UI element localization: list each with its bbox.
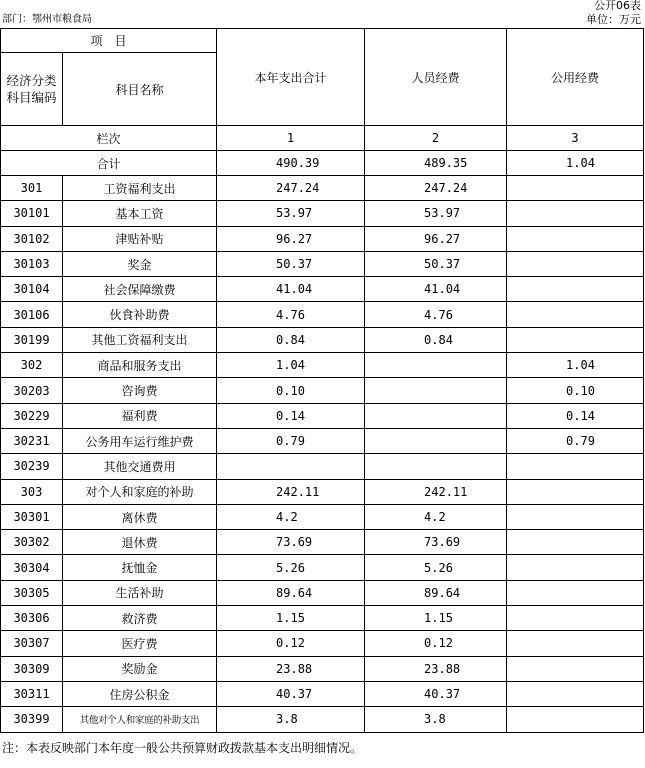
row-name: 奖金 bbox=[63, 251, 217, 276]
row-personnel: 5.26 bbox=[365, 555, 507, 580]
row-total: 96.27 bbox=[217, 226, 365, 251]
table-row bbox=[1, 555, 644, 580]
row-code: 30239 bbox=[1, 454, 63, 479]
table-row bbox=[1, 606, 644, 631]
row-personnel: 1.15 bbox=[365, 606, 507, 631]
col-index-2: 2 bbox=[365, 126, 507, 151]
total-row-label: 合计 bbox=[1, 151, 217, 176]
table-row bbox=[1, 504, 644, 529]
total-header: 本年支出合计 bbox=[217, 29, 365, 126]
row-total: 89.64 bbox=[217, 580, 365, 605]
row-personnel: 50.37 bbox=[365, 251, 507, 276]
row-personnel: 0.84 bbox=[365, 327, 507, 352]
row-code: 30306 bbox=[1, 606, 63, 631]
row-personnel: 242.11 bbox=[365, 479, 507, 504]
table-row bbox=[1, 428, 644, 453]
table-row bbox=[1, 707, 644, 732]
row-total: 0.14 bbox=[217, 403, 365, 428]
row-name: 咨询费 bbox=[63, 378, 217, 403]
row-public bbox=[507, 707, 644, 732]
table-row bbox=[1, 681, 644, 706]
col-index-3: 3 bbox=[507, 126, 644, 151]
table-row bbox=[1, 176, 644, 201]
row-personnel bbox=[365, 353, 507, 378]
row-code: 30304 bbox=[1, 555, 63, 580]
row-total: 53.97 bbox=[217, 201, 365, 226]
row-code: 30102 bbox=[1, 226, 63, 251]
row-personnel: 0.12 bbox=[365, 631, 507, 656]
row-code: 30309 bbox=[1, 656, 63, 681]
row-name: 公务用车运行维护费 bbox=[63, 428, 217, 453]
col-index-label: 栏次 bbox=[1, 126, 217, 151]
row-public bbox=[507, 176, 644, 201]
row-personnel: 3.8 bbox=[365, 707, 507, 732]
row-personnel: 53.97 bbox=[365, 201, 507, 226]
row-name: 住房公积金 bbox=[63, 681, 217, 706]
row-total: 41.04 bbox=[217, 277, 365, 302]
row-total: 40.37 bbox=[217, 681, 365, 706]
row-public bbox=[507, 631, 644, 656]
econ-code-header: 经济分类科目编码 bbox=[1, 53, 63, 126]
total-row-personnel: 489.35 bbox=[365, 151, 507, 176]
row-total: 1.15 bbox=[217, 606, 365, 631]
row-code: 30305 bbox=[1, 580, 63, 605]
row-total: 50.37 bbox=[217, 251, 365, 276]
row-name: 基本工资 bbox=[63, 201, 217, 226]
row-personnel: 73.69 bbox=[365, 530, 507, 555]
col-index-1: 1 bbox=[217, 126, 365, 151]
table-row bbox=[1, 251, 644, 276]
row-total: 0.84 bbox=[217, 327, 365, 352]
table-row bbox=[1, 353, 644, 378]
row-public bbox=[507, 454, 644, 479]
row-total: 0.12 bbox=[217, 631, 365, 656]
row-personnel: 40.37 bbox=[365, 681, 507, 706]
table-row bbox=[1, 530, 644, 555]
expenditure-table bbox=[0, 28, 644, 733]
table-row bbox=[1, 226, 644, 251]
row-personnel: 96.27 bbox=[365, 226, 507, 251]
row-name: 津贴补贴 bbox=[63, 226, 217, 251]
row-name: 医疗费 bbox=[63, 631, 217, 656]
row-total bbox=[217, 454, 365, 479]
row-code: 30199 bbox=[1, 327, 63, 352]
row-name: 离休费 bbox=[63, 504, 217, 529]
row-code: 30104 bbox=[1, 277, 63, 302]
table-row bbox=[1, 302, 644, 327]
row-public: 0.14 bbox=[507, 403, 644, 428]
row-name: 其他工资福利支出 bbox=[63, 327, 217, 352]
table-row bbox=[1, 454, 644, 479]
row-name: 抚恤金 bbox=[63, 555, 217, 580]
row-personnel bbox=[365, 454, 507, 479]
row-public bbox=[507, 327, 644, 352]
row-personnel bbox=[365, 428, 507, 453]
row-code: 30307 bbox=[1, 631, 63, 656]
row-code: 30103 bbox=[1, 251, 63, 276]
row-public bbox=[507, 251, 644, 276]
table-row bbox=[1, 631, 644, 656]
row-public bbox=[507, 681, 644, 706]
row-code: 30101 bbox=[1, 201, 63, 226]
row-personnel: 89.64 bbox=[365, 580, 507, 605]
department-label: 部门：鄂州市粮食局 bbox=[2, 14, 92, 25]
row-code: 30311 bbox=[1, 681, 63, 706]
row-name: 退休费 bbox=[63, 530, 217, 555]
row-code: 30301 bbox=[1, 504, 63, 529]
row-code: 30302 bbox=[1, 530, 63, 555]
row-total: 0.79 bbox=[217, 428, 365, 453]
row-public bbox=[507, 555, 644, 580]
table-row bbox=[1, 479, 644, 504]
row-total: 1.04 bbox=[217, 353, 365, 378]
row-name: 救济费 bbox=[63, 606, 217, 631]
row-code: 30231 bbox=[1, 428, 63, 453]
table-row bbox=[1, 327, 644, 352]
row-personnel: 41.04 bbox=[365, 277, 507, 302]
unit-label: 单位：万元 bbox=[586, 13, 641, 26]
row-name: 商品和服务支出 bbox=[63, 353, 217, 378]
subject-name-header: 科目名称 bbox=[63, 53, 217, 126]
row-personnel: 4.76 bbox=[365, 302, 507, 327]
item-group-header: 项 目 bbox=[1, 29, 217, 53]
row-public bbox=[507, 504, 644, 529]
row-personnel bbox=[365, 403, 507, 428]
row-personnel: 247.24 bbox=[365, 176, 507, 201]
row-public bbox=[507, 277, 644, 302]
row-public bbox=[507, 201, 644, 226]
row-code: 30229 bbox=[1, 403, 63, 428]
row-name: 其他对个人和家庭的补助支出 bbox=[63, 707, 217, 732]
row-total: 247.24 bbox=[217, 176, 365, 201]
row-total: 0.10 bbox=[217, 378, 365, 403]
table-row bbox=[1, 378, 644, 403]
row-total: 23.88 bbox=[217, 656, 365, 681]
row-public bbox=[507, 656, 644, 681]
row-code: 30399 bbox=[1, 707, 63, 732]
row-public bbox=[507, 606, 644, 631]
row-personnel bbox=[365, 378, 507, 403]
row-name: 其他交通费用 bbox=[63, 454, 217, 479]
form-id: 公开06表 bbox=[594, 0, 641, 12]
row-code: 303 bbox=[1, 479, 63, 504]
row-total: 73.69 bbox=[217, 530, 365, 555]
row-name: 对个人和家庭的补助 bbox=[63, 479, 217, 504]
table-row bbox=[1, 201, 644, 226]
row-name: 生活补助 bbox=[63, 580, 217, 605]
row-public bbox=[507, 580, 644, 605]
table-row bbox=[1, 277, 644, 302]
row-code: 301 bbox=[1, 176, 63, 201]
row-public: 1.04 bbox=[507, 353, 644, 378]
row-public bbox=[507, 302, 644, 327]
table-row bbox=[1, 403, 644, 428]
row-name: 社会保障缴费 bbox=[63, 277, 217, 302]
row-code: 30203 bbox=[1, 378, 63, 403]
public-header: 公用经费 bbox=[507, 29, 644, 126]
row-personnel: 23.88 bbox=[365, 656, 507, 681]
row-public bbox=[507, 530, 644, 555]
row-code: 302 bbox=[1, 353, 63, 378]
row-name: 奖励金 bbox=[63, 656, 217, 681]
row-total: 242.11 bbox=[217, 479, 365, 504]
row-public: 0.10 bbox=[507, 378, 644, 403]
total-row-public: 1.04 bbox=[507, 151, 644, 176]
personnel-header: 人员经费 bbox=[365, 29, 507, 126]
row-public bbox=[507, 479, 644, 504]
table-row bbox=[1, 580, 644, 605]
row-code: 30106 bbox=[1, 302, 63, 327]
total-row-total: 490.39 bbox=[217, 151, 365, 176]
row-name: 工资福利支出 bbox=[63, 176, 217, 201]
row-total: 5.26 bbox=[217, 555, 365, 580]
row-public bbox=[507, 226, 644, 251]
row-public: 0.79 bbox=[507, 428, 644, 453]
row-total: 4.2 bbox=[217, 504, 365, 529]
footnote: 注：本表反映部门本年度一般公共预算财政拨款基本支出明细情况。 bbox=[2, 741, 363, 755]
row-name: 福利费 bbox=[63, 403, 217, 428]
row-total: 3.8 bbox=[217, 707, 365, 732]
row-total: 4.76 bbox=[217, 302, 365, 327]
row-personnel: 4.2 bbox=[365, 504, 507, 529]
row-name: 伙食补助费 bbox=[63, 302, 217, 327]
table-row bbox=[1, 656, 644, 681]
